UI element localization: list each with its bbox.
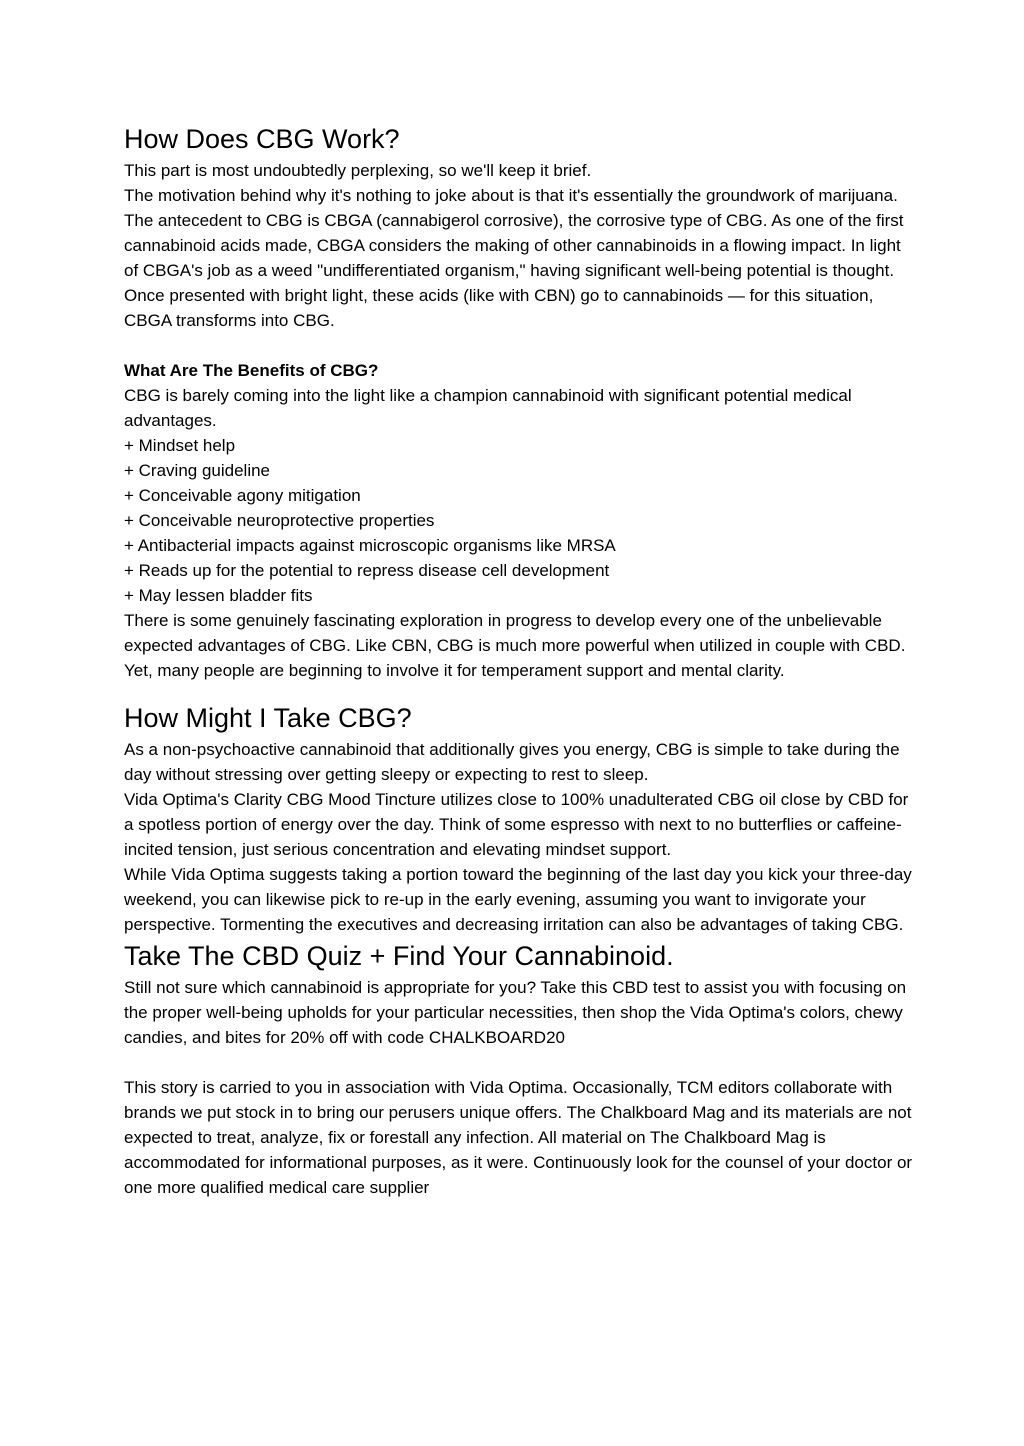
paragraph: Still not sure which cannabinoid is appropriate for you? Take this CBD test to assist you with focusing on the proper well-being upholds for your particular necessities, then shop the Vida Optima's colors, chewy candies, and bites for 20% off with code CHALKBOARD20 <box>124 978 907 1047</box>
spacer <box>124 333 914 358</box>
document-page <box>124 120 914 1200</box>
disclaimer-paragraph: This story is carried to you in association with Vida Optima. Occasionally, TCM editors collaborate with brands we put stock in to bring our perusers unique offers. The Chalkboard Mag and its materials are not expected to treat, analyze, fix or forestall any infection. All material on The Chalkboard Mag is accommodated for informational purposes, as it were. Continuously look for the counsel of your doctor or one more qualified medical care supplier <box>124 1078 913 1197</box>
benefits-list <box>124 433 914 608</box>
list-item: + Antibacterial impacts against microscopic organisms like MRSA <box>124 536 616 555</box>
paragraph: CBG is barely coming into the light like a champion cannabinoid with significant potential medical advantages. <box>124 386 852 430</box>
list-item: + Reads up for the potential to repress disease cell development <box>124 561 610 580</box>
paragraph: As a non-psychoactive cannabinoid that additionally gives you energy, CBG is simple to take during the day without stressing over getting sleepy or expecting to rest to sleep. <box>124 740 900 784</box>
list-item: + Conceivable agony mitigation <box>124 486 361 505</box>
list-item: + Craving guideline <box>124 461 271 480</box>
paragraph: Vida Optima's Clarity CBG Mood Tincture utilizes close to 100% unadulterated CBG oil close by CBD for a spotless portion of energy over the day. Think of some espresso with next to no butterflies or caffeine-incited tension, just serious concentration and elevating mindset support. <box>124 790 909 859</box>
list-item: + Conceivable neuroprotective properties <box>124 511 435 530</box>
subheading-benefits-of-cbg: What Are The Benefits of CBG? <box>124 361 379 380</box>
section-heading-how-might-i-take-cbg: How Might I Take CBG? <box>124 703 412 733</box>
list-item: + May lessen bladder fits <box>124 586 313 605</box>
paragraph: While Vida Optima suggests taking a portion toward the beginning of the last day you kick your three-day weekend, you can likewise pick to re-up in the early evening, assuming you want to invigorate your perspective. Tormenting the executives and decreasing irritation can also be advantages of taking CBG. <box>124 865 912 934</box>
paragraph: There is some genuinely fascinating exploration in progress to develop every one of the unbelievable expected advantages of CBG. Like CBN, CBG is much more powerful when utilized in couple with CBD. Yet, many people are beginning to involve it for temperament support and mental clarity. <box>124 611 906 680</box>
paragraph: This part is most undoubtedly perplexing, so we'll keep it brief. <box>124 161 592 180</box>
section-heading-how-does-cbg-work: How Does CBG Work? <box>124 124 400 154</box>
spacer <box>124 1050 914 1075</box>
section-heading-cbd-quiz: Take The CBD Quiz + Find Your Cannabinoid. <box>124 941 674 971</box>
paragraph: Once presented with bright light, these acids (like with CBN) go to cannabinoids — for this situation, CBGA transforms into CBG. <box>124 286 874 330</box>
paragraph: The motivation behind why it's nothing to joke about is that it's essentially the groundwork of marijuana. The antecedent to CBG is CBGA (cannabigerol corrosive), the corrosive type of CBG. As one of the first cannabinoid acids made, CBGA considers the making of other cannabinoids in a flowing impact. In light of CBGA's job as a weed "undifferentiated organism," having significant well-being potential is thought. <box>124 186 904 280</box>
spacer <box>124 683 914 699</box>
list-item: + Mindset help <box>124 436 236 455</box>
